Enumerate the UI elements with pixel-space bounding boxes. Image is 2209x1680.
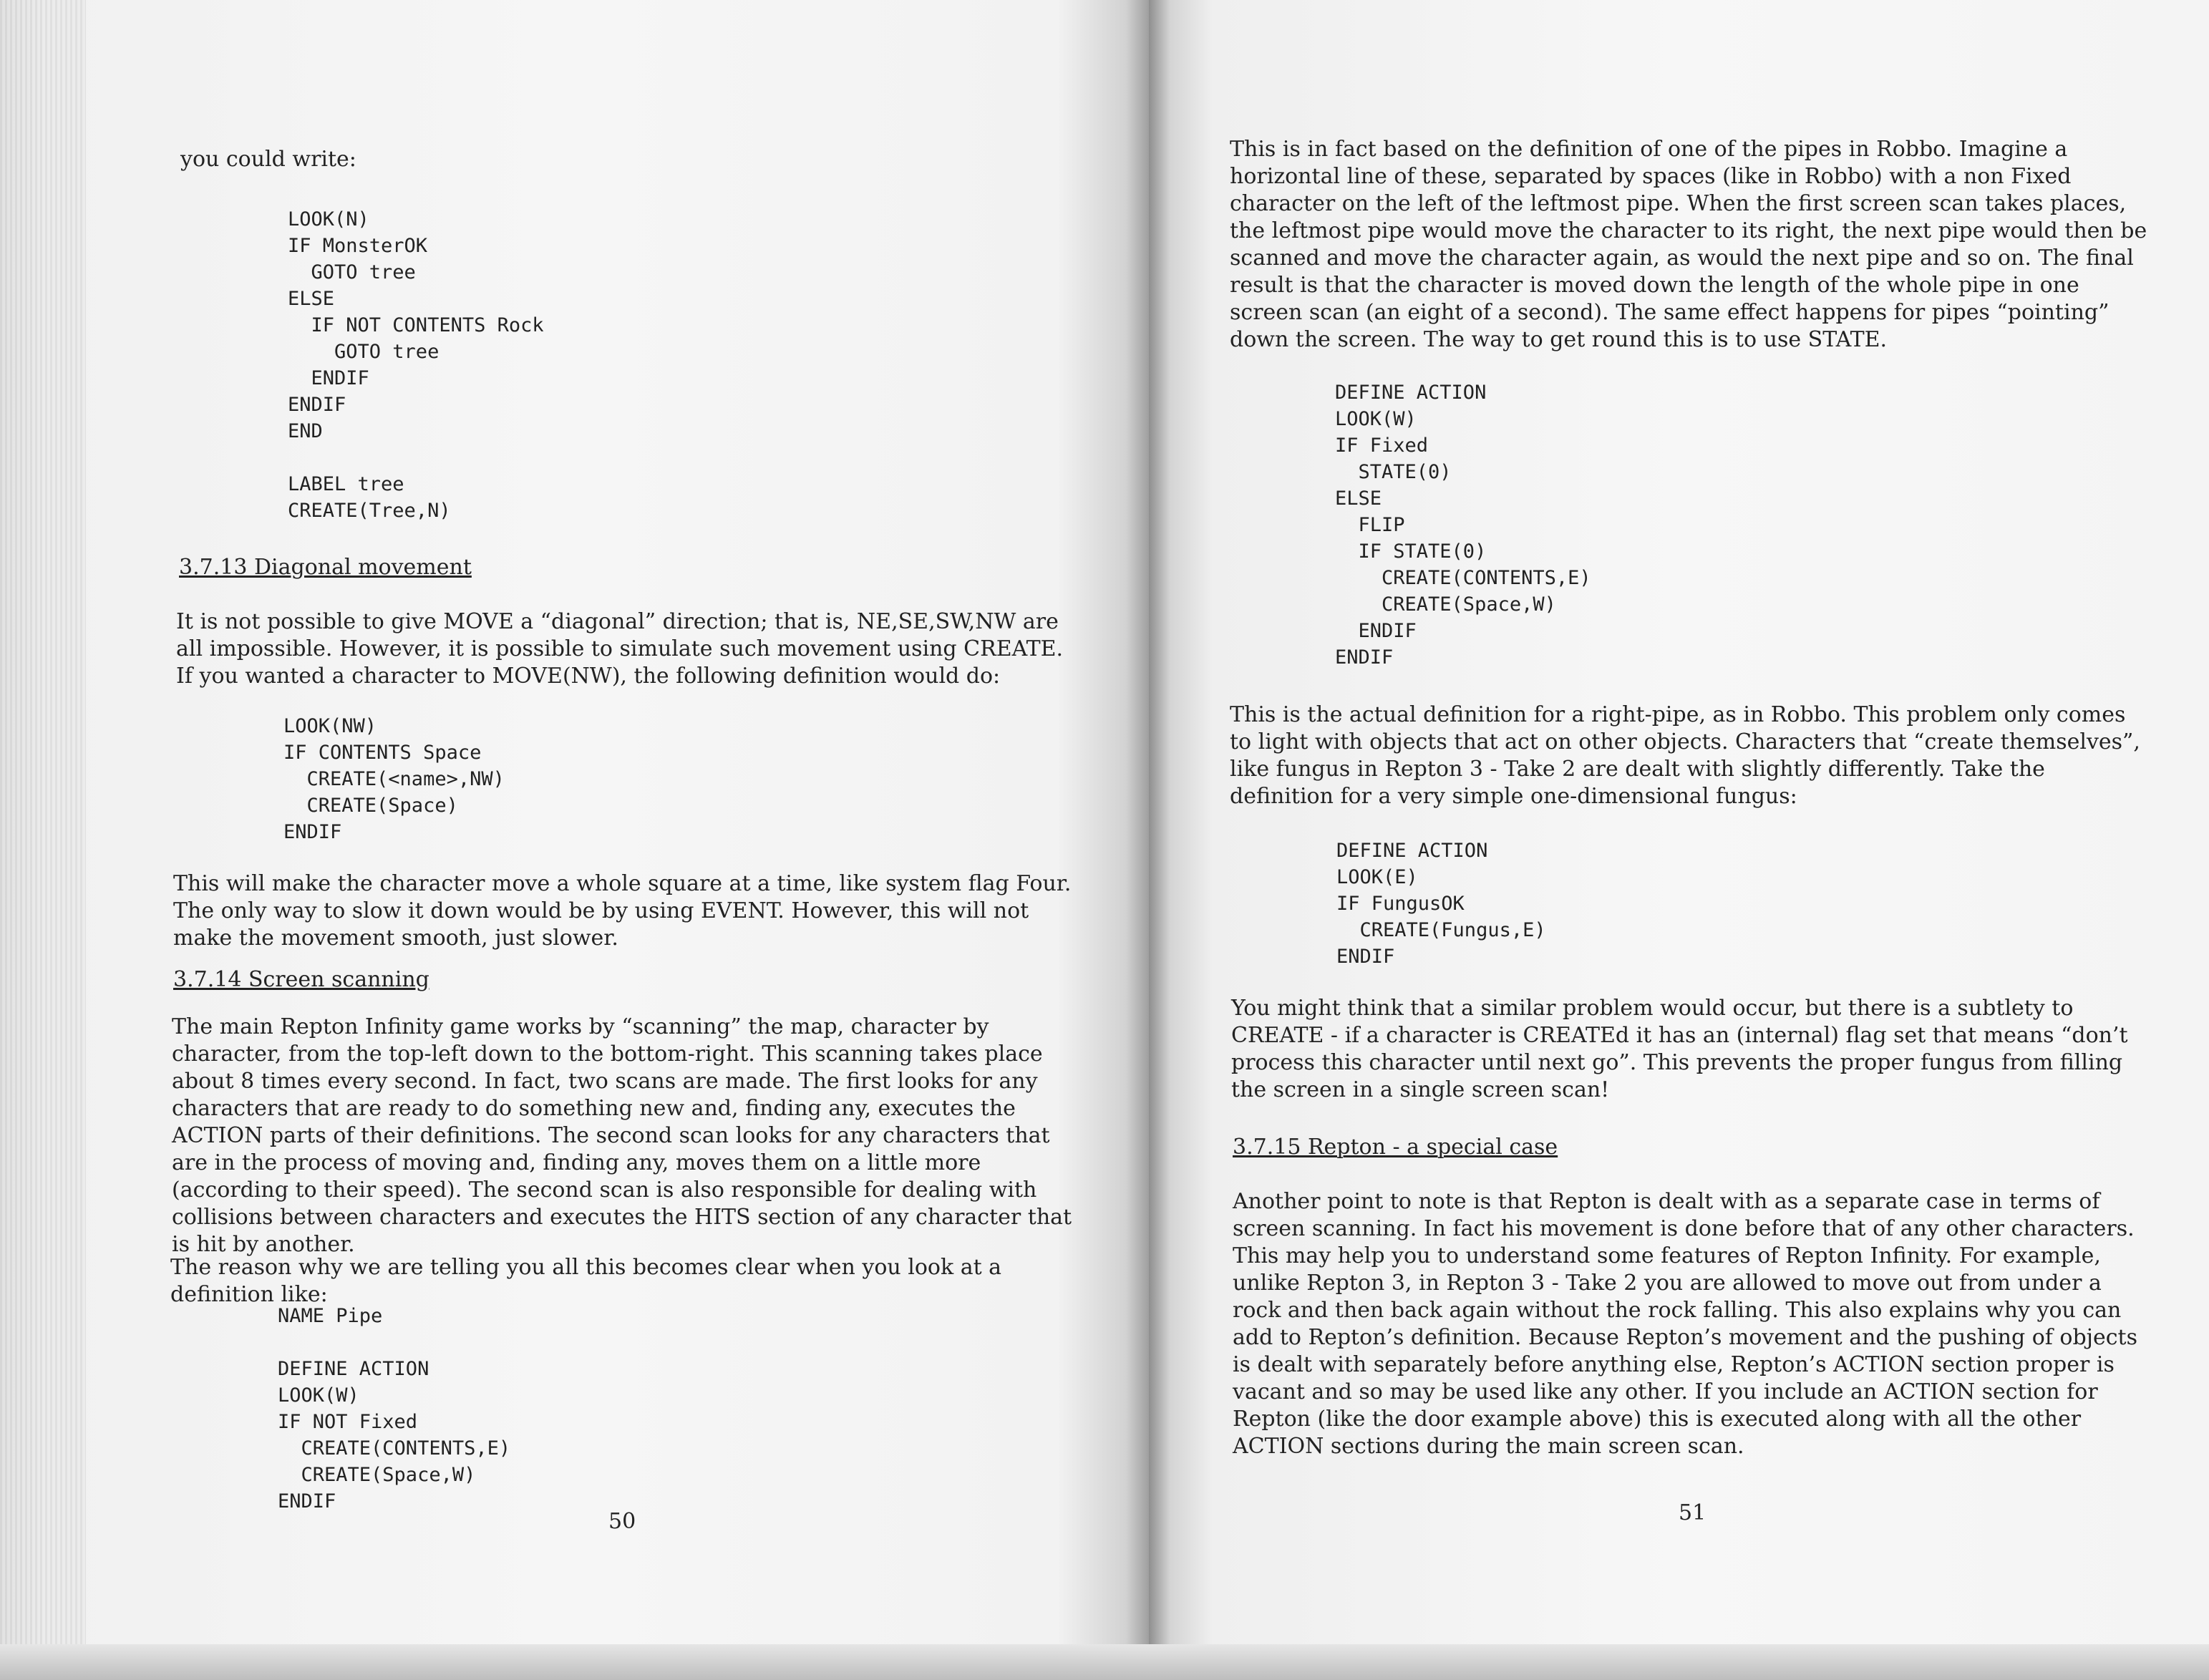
code-block-fungus: DEFINE ACTION LOOK(E) IF FungusOK CREATE(Fungus,E) ENDIF	[1336, 840, 1546, 968]
section-heading-3-7-15: 3.7.15 Repton - a special case	[1233, 1135, 1558, 1160]
code-block-look-n: LOOK(N) IF MonsterOK GOTO tree ELSE IF NOT CONTENTS Rock GOTO tree ENDIF ENDIF END LABEL tree CREATE(Tree,N)	[288, 208, 544, 522]
page-edge-stack	[0, 0, 86, 1680]
code-block-pipe: NAME Pipe DEFINE ACTION LOOK(W) IF NOT Fixed CREATE(CONTENTS,E) CREATE(Space,W) ENDIF	[278, 1305, 511, 1513]
page-number: 51	[1679, 1500, 1706, 1525]
repton-special-case-paragraph: Another point to note is that Repton is dealt with as a separate case in terms of screen scanning. In fact his movement is done before that of any other characters. This may help you to understand some features of Repton Infinity. For example, unlike Repton 3, in Repton 3 - Take 2 you are allowed to move out from under a rock and then back again without the rock falling. This also explains why you can add to Repton’s definition. Because Repton’s movement and the pushing of objects is dealt with separately before anything else, Repton’s ACTION section proper is vacant and so may be used like any other. If you include an ACTION section for Repton (like the door example above) this is executed along with all the other ACTION sections during the main screen scan.	[1233, 1189, 2137, 1459]
create-subtlety-paragraph: You might think that a similar problem would occur, but there is a subtlety to CREATE - if a character is CREATEd it has an (internal) flag set that means “don’t process this character until next go”. This prevents the proper fungus from filling the screen in a single screen scan!	[1231, 996, 2128, 1102]
section-heading-3-7-14: 3.7.14 Screen scanning	[173, 967, 429, 992]
screen-scanning-paragraph: The main Repton Infinity game works by “scanning” the map, character by character, from the top-left down to the bottom-right. This scanning takes place about 8 times every second. In fact, two scans are made. The first looks for any characters that are ready to do something new and, finding any, executes the ACTION parts of their definitions. The second scan looks for any characters that are in the process of moving and, finding any, moves them on a little more (according to their speed). The second scan is also responsible for dealing with collisions between characters and executes the HITS section of any character that is hit by another.	[172, 1014, 1072, 1257]
section-heading-3-7-13: 3.7.13 Diagonal movement	[179, 555, 472, 580]
code-block-look-nw: LOOK(NW) IF CONTENTS Space CREATE(<name>,NW) CREATE(Space) ENDIF	[283, 715, 505, 843]
right-page	[1149, 0, 2209, 1680]
page-number: 50	[608, 1509, 636, 1534]
diagonal-movement-paragraph: It is not possible to give MOVE a “diagonal” direction; that is, NE,SE,SW,NW are all impossible. However, it is possible to simulate such movement using CREATE. If you wanted a character to MOVE(NW), the following definition would do:	[176, 609, 1064, 689]
pipe-explanation-paragraph: This is in fact based on the definition of one of the pipes in Robbo. Imagine a horizontal line of these, separated by spaces (like in Robbo) with a non Fixed character on the left of the leftmost pipe. When the first screen scan takes places, the leftmost pipe would move the character to its right, the next pipe would then be scanned and move the character again, as would the next pipe and so on. The final result is that the character is moved down the length of the whole pipe in one screen scan (an eight of a second). The same effect happens for pipes “pointing” down the screen. The way to get round this is to use STATE.	[1230, 137, 2147, 352]
right-pipe-paragraph: This is the actual definition for a right-pipe, as in Robbo. This problem only comes to light with objects that act on other objects. Characters that “create themselves”, like fungus in Repton 3 - Take 2 are dealt with slightly differently. Take the definition for a very simple one-dimensional fungus:	[1230, 702, 2140, 809]
system-flag-paragraph: This will make the character move a whole square at a time, like system flag Four. The only way to slow it down would be by using EVENT. However, this will not make the movement smooth, just slower.	[173, 871, 1072, 951]
intro-text: you could write:	[180, 147, 356, 172]
page-bottom-edge	[1149, 1644, 2209, 1680]
definition-intro-paragraph: The reason why we are telling you all this becomes clear when you look at a definition like:	[170, 1255, 1002, 1307]
code-block-right-pipe: DEFINE ACTION LOOK(W) IF Fixed STATE(0) ELSE FLIP IF STATE(0) CREATE(CONTENTS,E) CREATE(Space,W) ENDIF ENDIF	[1335, 382, 1591, 669]
page-bottom-edge	[0, 1644, 1149, 1680]
